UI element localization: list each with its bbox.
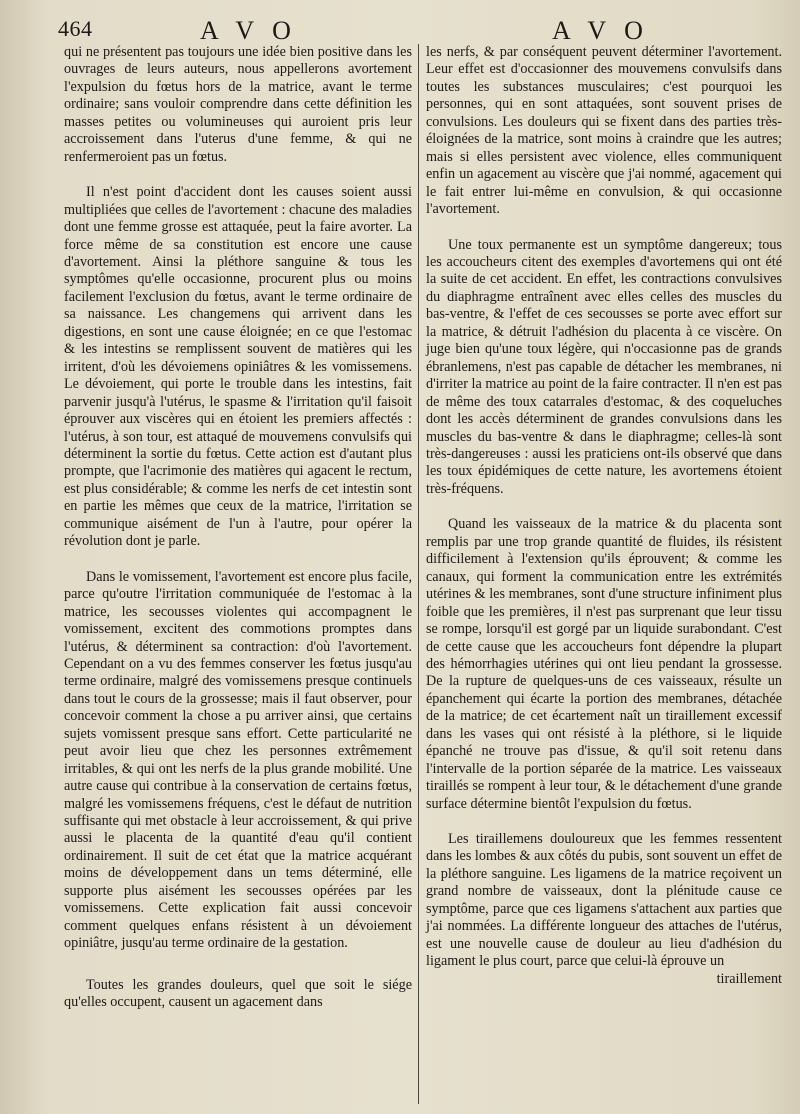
left-running-head: A V O (200, 16, 297, 45)
left-paragraph-3: Dans le vomissement, l'avortement est encore plus facile, parce qu'outre l'irritation communiquée de l'estomac à la matrice, les secousses violentes qui accompagnent le vomissement, excitent des commotions promptes dans l'utérus, & déterminent sa contraction: d'où l'avortement. Cependant on a vu des femmes conserver les fœtus jusqu'au terme ordinaire, malgré des vomissemens presque continuels dans tout le cours de la grossesse; mais il faut observer, pour concevoir comment la chose a pu arriver ainsi, que certains sujets vomissent presque sans effort. Cette particularité ne peut avoir lieu que chez les personnes extrêmement irritables, & qui ont les nerfs de la plus grande mobilité. Une autre cause qui contribue à la conservation de certains fœtus, malgré les vomissemens fréquens, c'est le défaut de nutrition suffisante qui met obstacle à leur accroissement, & qui prive aussi le placenta de la quantité d'eau qu'il contient ordinairement. Il suit de cet état que la matrice acquérant moins de développement dans un tems déterminé, elle supporte plus aisément les secousses opérées par les vomissemens. Cette explication fait aussi concevoir comment quelques enfans résistent à un dévoiement opiniâtre, jusqu'au terme ordinaire de la gestation. (64, 568, 412, 952)
left-paragraph-4: Toutes les grandes douleurs, quel que soit le siége qu'elles occupent, causent un agacement dans (64, 976, 412, 1011)
right-paragraph-2: Une toux permanente est un symptôme dangereux; tous les accoucheurs citent des exemples d'avortemens qui ont été la suite de cet accident. En effet, les contractions convulsives du diaphragme entraînent avec elles celles des muscles du bas-ventre, & l'effet de ces secousses se porte avec effort sur la matrice, & détruit l'adhésion du placenta à ce viscère. On juge bien qu'une toux légère, qui n'occasionne pas de grands ébranlemens, n'est pas capable de détacher les membranes, ni d'irriter la matrice au point de la faire contracter. Il n'en est pas de même des toux catarrales d'estomac, & des coqueluches dont les accès déterminent de grandes convulsions dans les muscles du bas-ventre & dans le diaphragme; celles-là sont très-dangereuses : aussi les praticiens ont-ils observé que dans les toux épidémiques de cette nature, les avortemens étoient très-fréquens. (426, 236, 782, 497)
column-divider (418, 44, 419, 1104)
right-paragraph-1: les nerfs, & par conséquent peuvent déterminer l'avortement. Leur effet est d'occasionner des mouvemens convulsifs dans toutes les substances musculaires; c'est pourquoi les personnes, qui en sont attaquées, sont souvent prises de convulsions. Les douleurs qui se fixent dans des parties très-éloignées de la matrice, sont moins à craindre que les autres; mais si elles persistent avec violence, elles communiquent enfin un agacement au viscère que j'ai nommé, agacement qui le fait entrer lui-même en convulsion, & qui occasionne l'avortement. (426, 44, 782, 218)
catchword: tiraillement (716, 970, 782, 987)
left-column (64, 44, 412, 1012)
left-paragraph-2: Il n'est point d'accident dont les causes soient aussi multipliées que celles de l'avortement : chacune des maladies dont une femme grosse est attaquée, peut la faire avorter. La force même de sa constitution est encore une cause d'avortement. Ainsi la pléthore sanguine & tous les symptômes qu'elle occasionne, procurent plus ou moins facilement l'exclusion du fœtus, avant le terme ordinaire de sa naissance. Les changemens qui arrivent dans les digestions, en sont une cause éloignée; en ce que l'estomac & les intestins se remplissent souvent de matières qui les irritent, d'où les dévoiemens opiniâtres & les vomissemens. Le dévoiement, qui porte le trouble dans les intestins, fait parvenir jusqu'à l'utérus, le spasme & l'irritation qu'il faisoit éprouver aux viscères qui en étoient les premiers affectés : l'utérus, à son tour, est attaqué de mouvemens convulsifs qui déterminent la sortie du fœtus. Cette action est d'autant plus prompte, que l'acrimonie des matières qui agacent le rectum, est plus considérable; & comme les nerfs de cet intestin sont en partie les mêmes que ceux de la matrice, l'irritation se communique aisément de l'un à l'autre, pour opérer la révolution dont je parle. (64, 184, 412, 550)
right-running-head: A V O (552, 16, 649, 45)
page-number: 464 (58, 16, 93, 41)
left-paragraph-1: qui ne présentent pas toujours une idée bien positive dans les ouvrages de leurs auteurs, nous appellerons avortement l'expulsion du fœtus hors de la matrice, avant le terme ordinaire; sans vouloir comprendre dans cette définition les masses petites ou volumineuses qui auroient pris leur accroissement dans l'uterus d'une femme, & qui ne renfermeroient pas un fœtus. (64, 44, 412, 165)
page-header (0, 6, 800, 45)
right-column (426, 44, 782, 988)
right-paragraph-3: Quand les vaisseaux de la matrice & du placenta sont remplis par une trop grande quantité de fluides, ils résistent difficilement à l'extension qu'ils éprouvent; & comme les canaux, qui forment la communication entre les extrémités utérines & les membranes, sont d'une structure infiniment plus foible que les premières, il n'est pas surprenant que leur tissu se rompe, lorsqu'il est gorgé par un liquide surabondant. C'est de cette cause que les accoucheurs font dépendre la plupart des hémorrhagies utérines qui ont lieu pendant la grossesse. De la rupture de quelques-uns de ces vaisseaux, résulte un épanchement qui écarte la portion des membranes, détachée de la matrice; de cet écartement naît un tiraillement excessif dans les vases qui ont résisté à la pléthore, si le liquide épanché ne trouve pas d'issue, & qu'il soit retenu dans l'intervalle de la portion séparée de la matrice. Les vaisseaux tiraillés se rompent à leur tour, & le détachement d'une grande surface détermine bientôt l'expulsion du fœtus. (426, 516, 782, 812)
right-paragraph-4: Les tiraillemens douloureux que les femmes ressentent dans les lombes & aux côtés du pubis, sont souvent un effet de la pléthore sanguine. Les ligamens de la matrice reçoivent un grand nombre de vaisseaux, dont la plénitude cause ce symptôme, parce que ces ligamens s'attachent aux parties que j'ai nommées. La différente longueur des attaches de l'utérus, est une nouvelle cause de douleur au lieu d'adhésion du ligament le plus court, parce que celui-là éprouve un (426, 831, 782, 970)
